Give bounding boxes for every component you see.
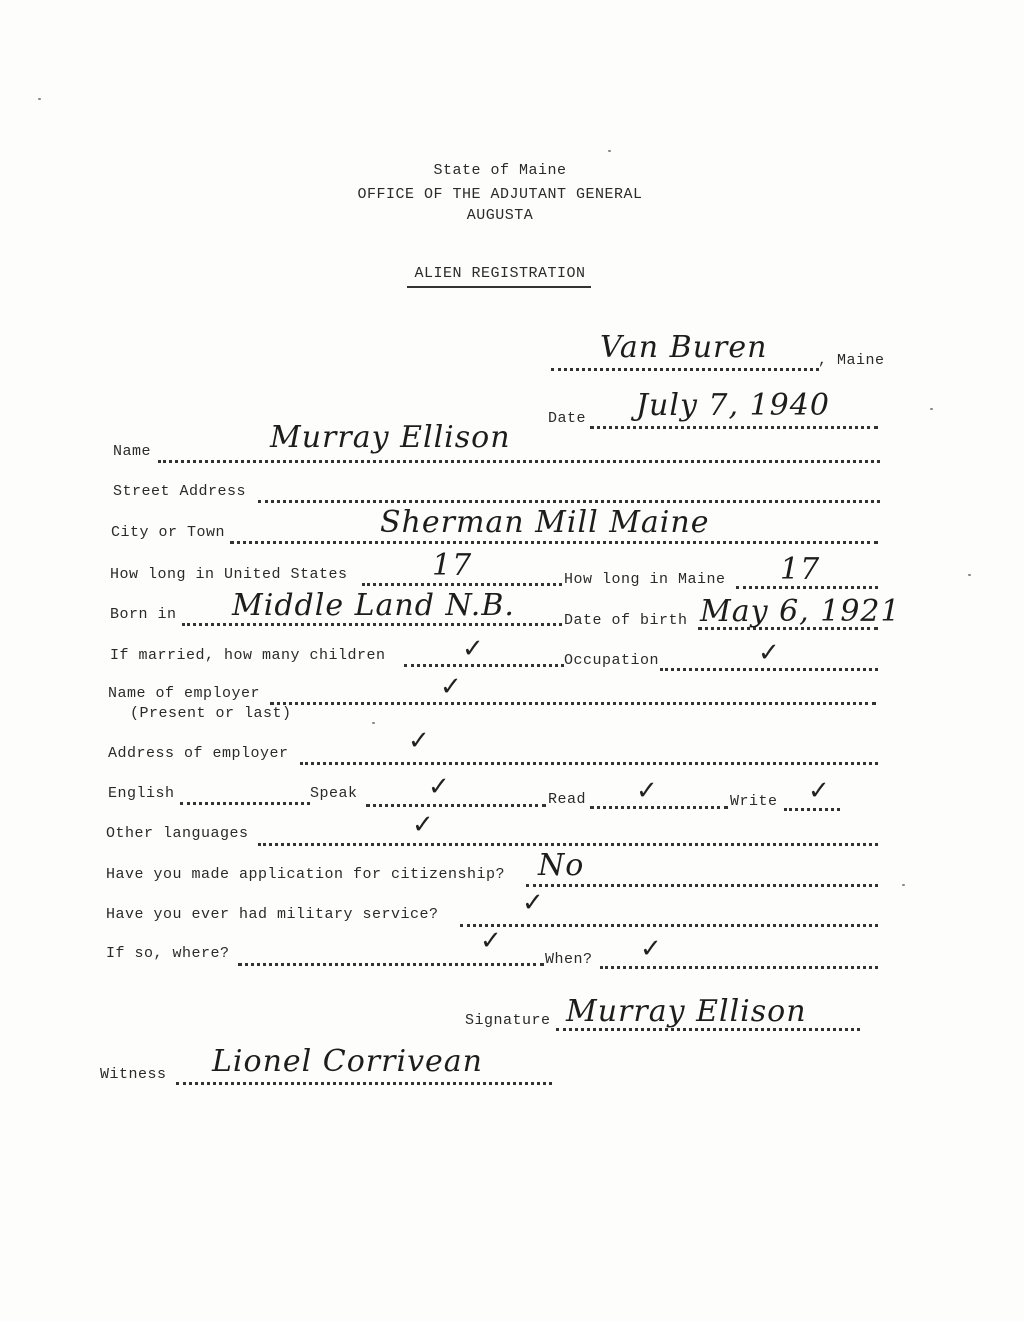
citizenship-dots xyxy=(526,884,878,887)
scan-speck xyxy=(968,574,971,576)
scan-speck xyxy=(38,98,41,100)
where-check-icon: ✓ xyxy=(480,926,502,956)
header-city: AUGUSTA xyxy=(466,207,534,224)
when-dots xyxy=(600,966,878,969)
occupation-dots xyxy=(660,668,878,671)
name-label: Name xyxy=(113,443,152,460)
how-long-us-dots xyxy=(362,583,562,586)
speak-dots xyxy=(366,804,546,807)
employer-address-dots xyxy=(300,762,878,765)
when-check-icon: ✓ xyxy=(640,934,662,964)
citizenship-value: No xyxy=(538,848,585,883)
place-value: Van Buren xyxy=(600,330,768,365)
other-languages-dots xyxy=(258,843,878,846)
place-dots xyxy=(551,368,819,371)
employer-dots xyxy=(270,702,876,705)
write-label: Write xyxy=(730,793,778,810)
read-dots xyxy=(590,806,728,809)
military-check-icon: ✓ xyxy=(522,888,544,918)
how-long-us-label: How long in United States xyxy=(110,566,348,583)
how-long-us-value: 17 xyxy=(432,548,473,583)
street-address-dots xyxy=(258,500,880,503)
how-long-maine-value: 17 xyxy=(780,552,821,587)
scan-speck xyxy=(930,408,933,410)
title-underline xyxy=(407,286,591,288)
witness-label: Witness xyxy=(100,1066,167,1083)
if-so-where-label: If so, where? xyxy=(106,945,230,962)
read-check-icon: ✓ xyxy=(636,776,658,806)
maine-suffix: , Maine xyxy=(818,352,885,369)
form-title: ALIEN REGISTRATION xyxy=(414,265,586,282)
employer-address-label: Address of employer xyxy=(108,745,289,762)
speak-label: Speak xyxy=(310,785,358,802)
scan-speck xyxy=(608,150,611,152)
citizenship-label: Have you made application for citizenship? xyxy=(106,866,506,883)
children-label: If married, how many children xyxy=(110,647,386,664)
name-value: Murray Ellison xyxy=(270,420,511,455)
other-languages-label: Other languages xyxy=(106,825,249,842)
english-dots xyxy=(180,802,310,805)
occupation-label: Occupation xyxy=(564,652,660,669)
where-dots xyxy=(238,963,544,966)
city-label: City or Town xyxy=(111,524,226,541)
born-in-value: Middle Land N.B. xyxy=(232,588,515,623)
children-dots xyxy=(404,664,564,667)
employer-address-check-icon: ✓ xyxy=(408,726,430,756)
occupation-check-icon: ✓ xyxy=(758,638,780,668)
city-dots xyxy=(230,541,878,544)
when-label: When? xyxy=(545,951,593,968)
date-of-birth-value: May 6, 1921 xyxy=(700,594,901,629)
english-label: English xyxy=(108,785,175,802)
witness-value: Lionel Corrivean xyxy=(212,1044,483,1079)
employer-note: (Present or last) xyxy=(130,705,292,722)
military-dots xyxy=(460,924,878,927)
signature-value: Murray Ellison xyxy=(566,994,807,1029)
date-of-birth-label: Date of birth xyxy=(564,612,688,629)
speak-check-icon: ✓ xyxy=(428,772,450,802)
born-in-label: Born in xyxy=(110,606,177,623)
date-value: July 7, 1940 xyxy=(636,388,830,423)
date-dots xyxy=(590,426,878,429)
witness-dots xyxy=(176,1082,552,1085)
military-label: Have you ever had military service? xyxy=(106,906,439,923)
employer-check-icon: ✓ xyxy=(440,672,462,702)
write-check-icon: ✓ xyxy=(808,776,830,806)
city-value: Sherman Mill Maine xyxy=(380,505,710,540)
write-dots xyxy=(784,808,840,811)
scan-speck xyxy=(902,884,905,886)
date-label: Date xyxy=(548,410,587,427)
read-label: Read xyxy=(548,791,587,808)
header-state: State of Maine xyxy=(433,162,567,179)
signature-label: Signature xyxy=(465,1012,551,1029)
other-languages-check-icon: ✓ xyxy=(412,810,434,840)
children-check-icon: ✓ xyxy=(462,634,484,664)
how-long-maine-label: How long in Maine xyxy=(564,571,726,588)
scan-speck xyxy=(372,722,375,724)
born-in-dots xyxy=(182,623,562,626)
street-address-label: Street Address xyxy=(113,483,247,500)
name-dots xyxy=(158,460,880,463)
employer-label: Name of employer xyxy=(108,685,261,702)
header-office: OFFICE OF THE ADJUTANT GENERAL xyxy=(357,186,643,203)
